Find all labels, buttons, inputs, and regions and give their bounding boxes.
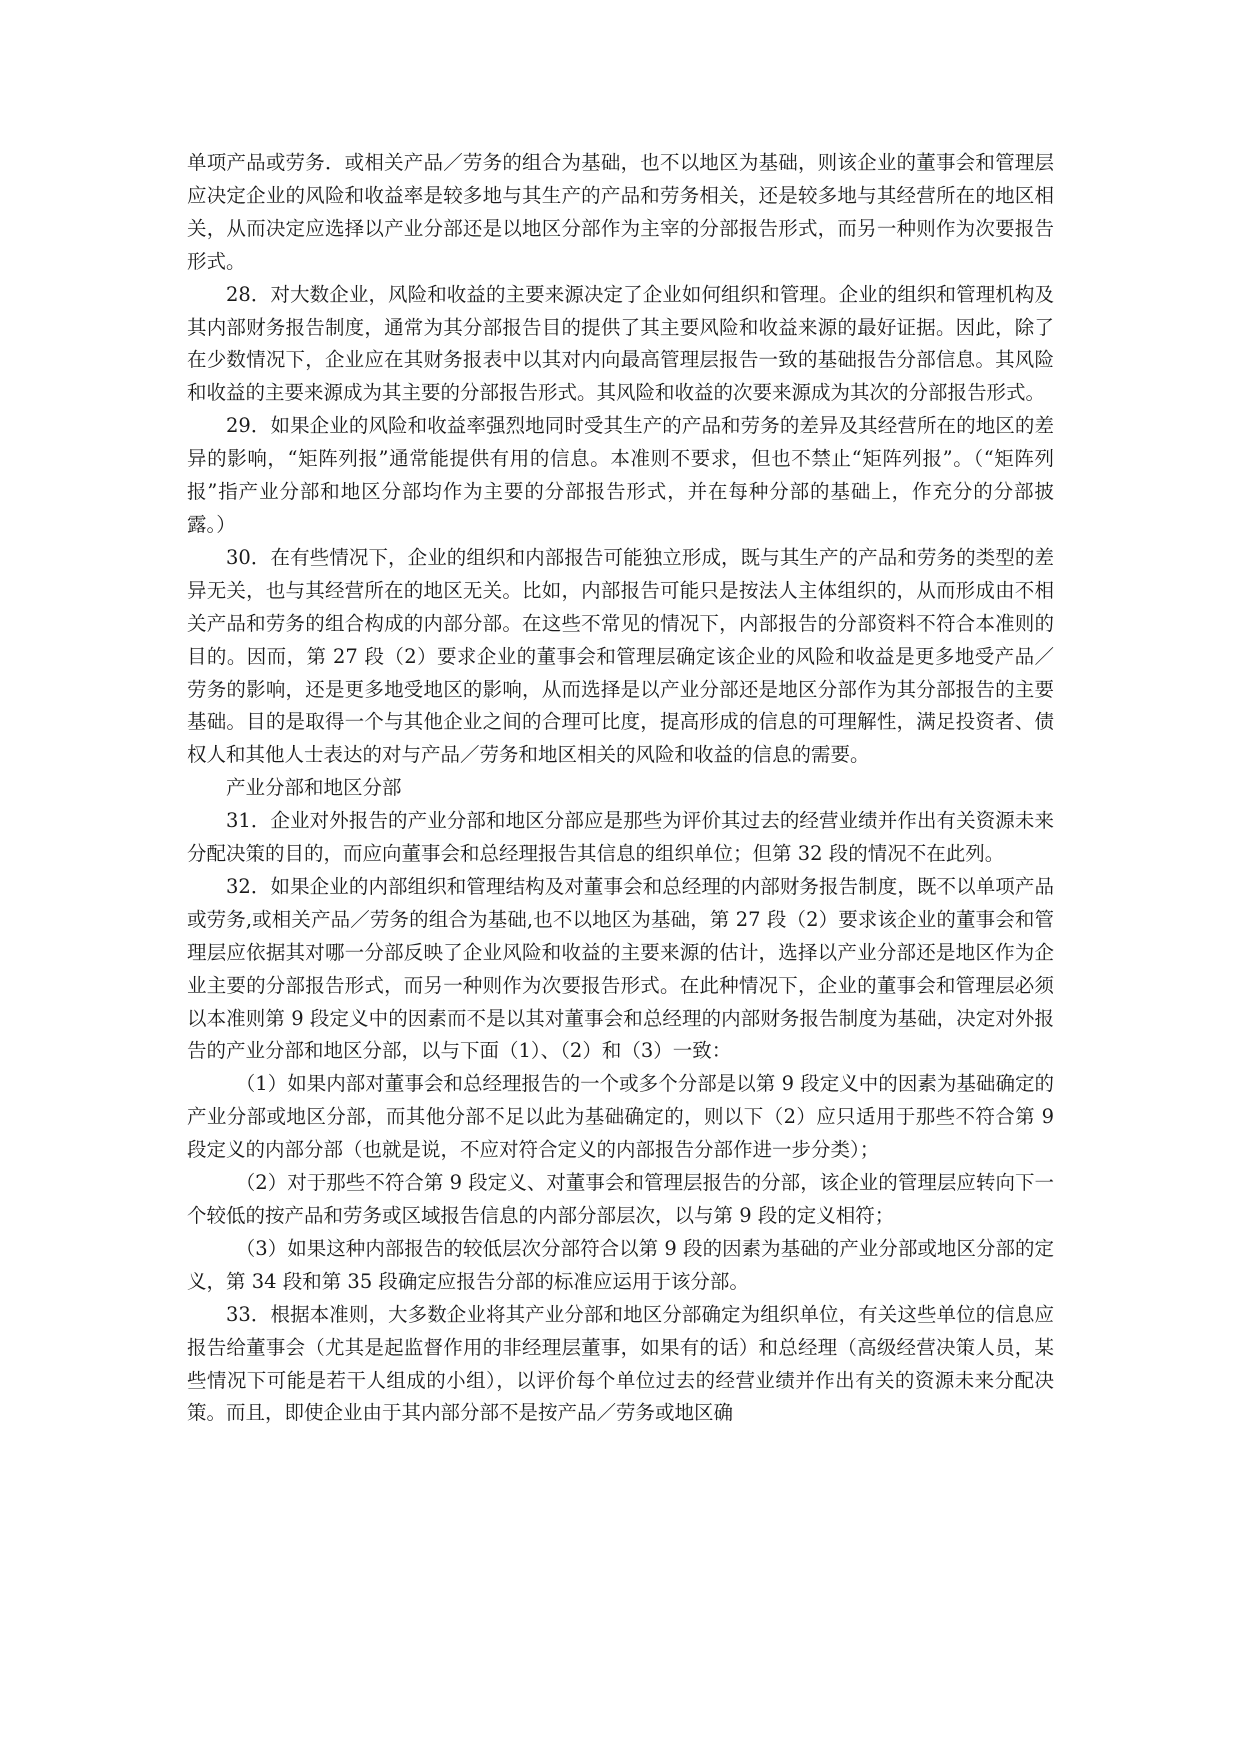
paragraph-32-item-2: （2）对于那些不符合第 9 段定义、对董事会和管理层报告的分部，该企业的管理层应转向下一个较低的按产品和劳务或区域报告信息的内部分部层次，以与第 9 段的定义相符；	[187, 1171, 1054, 1227]
document-page	[187, 147, 1054, 1430]
paragraph-continuation: 单项产品或劳务．或相关产品／劳务的组合为基础，也不以地区为基础，则该企业的董事会和管理层应决定企业的风险和收益率是较多地与其生产的产品和劳务相关，还是较多地与其经营所在的地区相关，从而决定应选择以产业分部还是以地区分部作为主宰的分部报告形式，而另一种则作为次要报告形式。	[187, 151, 1054, 273]
paragraph-30: 30．在有些情况下，企业的组织和内部报告可能独立形成，既与其生产的产品和劳务的类型的差异无关，也与其经营所在的地区无关。比如，内部报告可能只是按法人主体组织的，从而形成由不相关产品和劳务的组合构成的内部分部。在这些不常见的情况下，内部报告的分部资料不符合本准则的目的。因而，第 27 段（2）要求企业的董事会和管理层确定该企业的风险和收益是更多地受产品／劳务的影响，还是更多地受地区的影响，从而选择是以产业分部还是地区分部作为其分部报告的主要基础。目的是取得一个与其他企业之间的合理可比度，提高形成的信息的可理解性，满足投资者、债权人和其他人士表达的对与产品／劳务和地区相关的风险和收益的信息的需要。	[187, 545, 1054, 767]
paragraph-28: 28．对大数企业，风险和收益的主要来源决定了企业如何组织和管理。企业的组织和管理机构及其内部财务报告制度，通常为其分部报告目的提供了其主要风险和收益来源的最好证据。因此，除了在少数情况下，企业应在其财务报表中以其对内向最高管理层报告一致的基础报告分部信息。其风险和收益的主要来源成为其主要的分部报告形式。其风险和收益的次要来源成为其次的分部报告形式。	[187, 282, 1054, 405]
paragraph-32: 32．如果企业的内部组织和管理结构及对董事会和总经理的内部财务报告制度，既不以单项产品或劳务,或相关产品／劳务的组合为基础,也不以地区为基础，第 27 段（2）要求该企业的董事会和管理层应依据其对哪一分部反映了企业风险和收益的主要来源的估计，选择以产业分部还是地区作为企业主要的分部报告形式，而另一种则作为次要报告形式。在此种情况下，企业的董事会和管理层必须以本准则第 9 段定义中的因素而不是以其对董事会和总经理的内部财务报告制度为基础，决定对外报告的产业分部和地区分部，以与下面（1）、（2）和（3）一致：	[187, 874, 1054, 1063]
paragraph-33: 33．根据本准则，大多数企业将其产业分部和地区分部确定为组织单位，有关这些单位的信息应报告给董事会（尤其是起监督作用的非经理层董事，如果有的话）和总经理（高级经营决策人员，某些情况下可能是若干人组成的小组），以评价每个单位过去的经营业绩并作出有关的资源未来分配决策。而且，即使企业由于其内部分部不是按产品／劳务或地区确	[187, 1302, 1054, 1425]
paragraph-31: 31．企业对外报告的产业分部和地区分部应是那些为评价其过去的经营业绩并作出有关资源未来分配决策的目的，而应向董事会和总经理报告其信息的组织单位；但第 32 段的情况不在此列。	[187, 809, 1054, 866]
paragraph-29: 29．如果企业的风险和收益率强烈地同时受其生产的产品和劳务的差异及其经营所在的地区的差异的影响，“矩阵列报”通常能提供有用的信息。本准则不要求，但也不禁止“矩阵列报”。（“矩阵列报”指产业分部和地区分部均作为主要的分部报告形式，并在每种分部的基础上，作充分的分部披露。）	[187, 414, 1054, 536]
section-heading: 产业分部和地区分部	[226, 776, 402, 800]
paragraph-32-item-3: （3）如果这种内部报告的较低层次分部符合以第 9 段的因素为基础的产业分部或地区分部的定义，第 34 段和第 35 段确定应报告分部的标准应运用于该分部。	[187, 1236, 1054, 1293]
paragraph-32-item-1: （1）如果内部对董事会和总经理报告的一个或多个分部是以第 9 段定义中的因素为基础确定的产业分部或地区分部，而其他分部不足以此为基础确定的，则以下（2）应只适用于那些不符合第 9 段定义的内部分部（也就是说，不应对符合定义的内部报告分部作进一步分类）；	[187, 1072, 1054, 1162]
